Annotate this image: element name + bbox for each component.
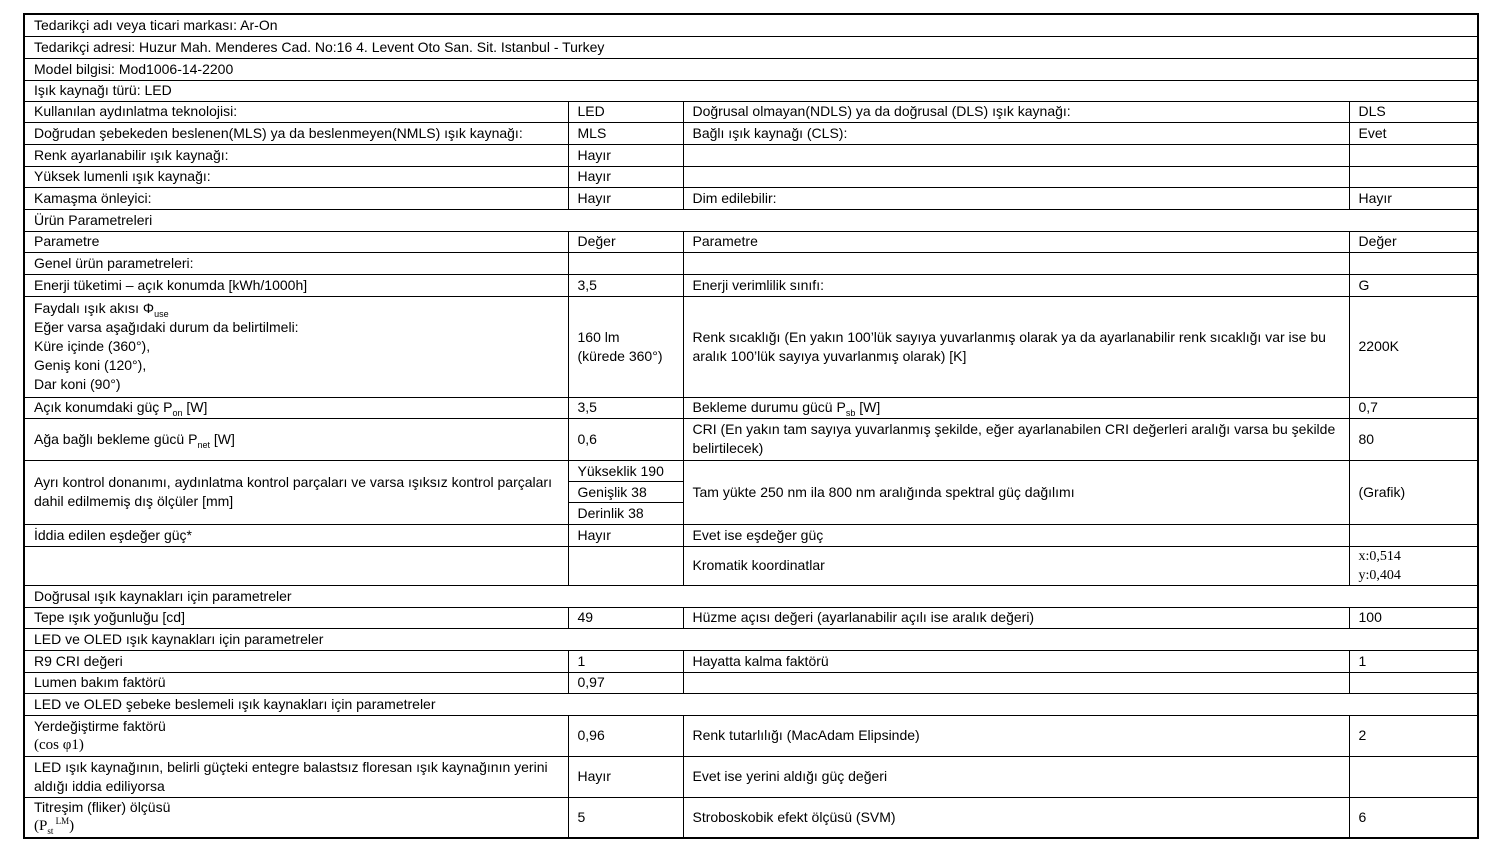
flicker-label xyxy=(24,797,568,838)
cri-value: 80 xyxy=(1349,418,1478,460)
color-tunable-value: Hayır xyxy=(568,144,683,166)
pnet-label-text: Ağa bağlı bekleme gücü P xyxy=(34,430,198,447)
flicker-value: 5 xyxy=(568,797,683,838)
displacement-label xyxy=(24,715,568,756)
empty-cell xyxy=(568,252,683,274)
energy-label: Enerji tüketimi – açık konumda [kWh/1000h] xyxy=(24,274,568,296)
svm-label: Stroboskobik efekt ölçüsü (SVM) xyxy=(683,797,1349,838)
empty-cell xyxy=(683,166,1349,187)
empty-cell xyxy=(24,546,568,585)
r9-label: R9 CRI değeri xyxy=(24,650,568,672)
flicker-label-2: (P xyxy=(34,818,48,835)
equiv-power-label: Evet ise eşdeğer güç xyxy=(683,524,1349,546)
flux-value-1: 160 lm xyxy=(577,328,620,345)
empty-cell xyxy=(1349,672,1478,693)
flux-value-2: (kürede 360°) xyxy=(577,347,663,364)
tech-label: Kullanılan aydınlatma teknolojisi: xyxy=(24,101,568,122)
chroma-y: y:0,404 xyxy=(1358,567,1401,583)
chromaticity-value xyxy=(1349,546,1478,585)
svm-value: 6 xyxy=(1349,797,1478,838)
empty-cell xyxy=(1349,144,1478,166)
cct-value: 2200K xyxy=(1349,296,1478,397)
flicker-label-3: ) xyxy=(69,818,75,835)
empty-cell xyxy=(1349,166,1478,187)
useful-flux-value xyxy=(568,296,683,397)
empty-cell xyxy=(1349,524,1478,546)
beam-angle-value: 100 xyxy=(1349,607,1478,628)
equiv-power-claim-value: Hayır xyxy=(568,524,683,546)
supplier-name: Tedarikçi adı veya ticari markası: Ar-On xyxy=(24,14,1478,36)
pon-label xyxy=(24,397,568,418)
psb-unit: [W] xyxy=(855,399,881,415)
dimmable-value: Hayır xyxy=(1349,187,1478,209)
ndls-value: DLS xyxy=(1349,101,1478,122)
anti-glare-label: Kamaşma önleyici: xyxy=(24,187,568,209)
general-params-title: Genel ürün parametreleri: xyxy=(24,252,568,274)
efficiency-value: G xyxy=(1349,274,1478,296)
col-param-header: Parametre xyxy=(683,231,1349,252)
pon-label-text: Açık konumdaki güç P xyxy=(34,399,173,415)
col-value-header: Değer xyxy=(1349,231,1478,252)
pnet-value: 0,6 xyxy=(568,418,683,460)
directional-title: Doğrusal ışık kaynakları için parametreler xyxy=(24,585,1478,607)
light-source-type: Işık kaynağı türü: LED xyxy=(24,80,1478,101)
psb-sub: sb xyxy=(845,407,856,418)
dimensions-label: Ayrı kontrol donanımı, aydınlatma kontrol parçaları ve varsa ışıksız kontrol parçaları dahil edilmemiş dış ölçüler [mm] xyxy=(24,460,568,524)
spectral-label: Tam yükte 250 nm ila 800 nm aralığında spektral güç dağılımı xyxy=(683,460,1349,524)
pon-sub: on xyxy=(172,407,183,418)
r9-value: 1 xyxy=(568,650,683,672)
flux-label-2: Eğer varsa aşağıdaki durum da belirtilmeli: xyxy=(34,319,299,335)
dims-depth: Derinlik 38 xyxy=(577,504,644,521)
lumen-maintenance-value: 0,97 xyxy=(568,672,683,693)
disp-label-1: Yerdeğiştirme faktörü xyxy=(34,717,166,734)
flux-label-3: Küre içinde (360°), xyxy=(34,338,151,354)
flux-sub: use xyxy=(154,308,169,319)
flux-label-1: Faydalı ışık akısı Φ xyxy=(34,300,155,316)
color-tunable-label: Renk ayarlanabilir ışık kaynağı: xyxy=(24,144,568,166)
equiv-power-claim-label: İddia edilen eşdeğer güç* xyxy=(24,524,568,546)
chromaticity-label: Kromatik koordinatlar xyxy=(683,546,1349,585)
mls-value: MLS xyxy=(568,122,683,144)
flux-label-4: Geniş koni (120°), xyxy=(34,357,147,373)
cls-label: Bağlı ışık kaynağı (CLS): xyxy=(683,122,1349,144)
displacement-value: 0,96 xyxy=(568,715,683,756)
flicker-label-1: Titreşim (fliker) ölçüsü xyxy=(34,799,171,816)
chroma-x: x:0,514 xyxy=(1358,548,1401,564)
empty-cell xyxy=(1349,252,1478,274)
flicker-sub: st xyxy=(47,826,54,837)
cls-value: Evet xyxy=(1349,122,1478,144)
survival-label: Hayatta kalma faktörü xyxy=(683,650,1349,672)
cri-label: CRI (En yakın tam sayıya yuvarlanmış şekilde, eğer ayarlanabilen CRI değerleri aralığı varsa bu şekilde belirtilecek) xyxy=(683,418,1349,460)
dimensions-values xyxy=(568,460,683,524)
high-lumen-label: Yüksek lumenli ışık kaynağı: xyxy=(24,166,568,187)
empty-cell xyxy=(683,672,1349,693)
peak-intensity-label: Tepe ışık yoğunluğu [cd] xyxy=(24,607,568,628)
pnet-sub: net xyxy=(197,439,210,450)
flux-label-5: Dar koni (90°) xyxy=(34,376,121,392)
empty-cell xyxy=(683,144,1349,166)
high-lumen-value: Hayır xyxy=(568,166,683,187)
flicker-sup: LM xyxy=(53,816,70,827)
lumen-maintenance-label: Lumen bakım faktörü xyxy=(24,672,568,693)
dimensions-subtable xyxy=(569,461,683,523)
empty-cell xyxy=(683,252,1349,274)
psb-label xyxy=(683,397,1349,418)
dims-height: Yükseklik 190 xyxy=(569,461,683,482)
color-consistency-value: 2 xyxy=(1349,715,1478,756)
pnet-unit: [W] xyxy=(209,430,235,447)
dimmable-label: Dim edilebilir: xyxy=(683,187,1349,209)
empty-cell xyxy=(1349,756,1478,797)
pon-value: 3,5 xyxy=(568,397,683,418)
energy-value: 3,5 xyxy=(568,274,683,296)
replacement-claim-value: Hayır xyxy=(568,756,683,797)
replacement-power-label: Evet ise yerini aldığı güç değeri xyxy=(683,756,1349,797)
beam-angle-label: Hüzme açısı değeri (ayarlanabilir açılı ise aralık değeri) xyxy=(683,607,1349,628)
product-info-sheet xyxy=(23,13,1479,839)
spectral-value: (Grafik) xyxy=(1349,460,1478,524)
empty-cell xyxy=(568,546,683,585)
replacement-claim-label: LED ışık kaynağının, belirli güçteki entegre balastsız floresan ışık kaynağının yerini aldığı iddia ediliyorsa xyxy=(24,756,568,797)
anti-glare-value: Hayır xyxy=(568,187,683,209)
color-consistency-label: Renk tutarlılığı (MacAdam Elipsinde) xyxy=(683,715,1349,756)
psb-label-text: Bekleme durumu gücü P xyxy=(692,399,846,415)
efficiency-label: Enerji verimlilik sınıfı: xyxy=(683,274,1349,296)
peak-intensity-value: 49 xyxy=(568,607,683,628)
ndls-label: Doğrusal olmayan(NDLS) ya da doğrusal (DLS) ışık kaynağı: xyxy=(683,101,1349,122)
pnet-label xyxy=(24,418,568,460)
col-param-header: Parametre xyxy=(24,231,568,252)
useful-flux-label xyxy=(24,296,568,397)
pon-unit: [W] xyxy=(182,399,208,415)
cct-label: Renk sıcaklığı (En yakın 100’lük sayıya yuvarlanmış olarak ya da ayarlanabilir renk sıcaklığı var ise bu aralık 100’lük sayıya yuvarlanmış olarak) [K] xyxy=(683,296,1349,397)
mains-title: LED ve OLED şebeke beslemeli ışık kaynakları için parametreler xyxy=(24,693,1478,715)
model-info: Model bilgisi: Mod1006-14-2200 xyxy=(24,58,1478,80)
col-value-header: Değer xyxy=(568,231,683,252)
tech-value: LED xyxy=(568,101,683,122)
psb-value: 0,7 xyxy=(1349,397,1478,418)
supplier-address: Tedarikçi adresi: Huzur Mah. Menderes Cad. No:16 4. Levent Oto San. Sit. Istanbul - Turkey xyxy=(24,36,1478,58)
survival-value: 1 xyxy=(1349,650,1478,672)
product-params-title: Ürün Parametreleri xyxy=(24,209,1478,231)
dims-width: Genişlik 38 xyxy=(569,482,683,503)
led-oled-title: LED ve OLED ışık kaynakları için parametreler xyxy=(24,628,1478,650)
mls-label: Doğrudan şebekeden beslenen(MLS) ya da beslenmeyen(NMLS) ışık kaynağı: xyxy=(24,122,568,144)
disp-label-2: (cos φ1) xyxy=(34,736,84,753)
